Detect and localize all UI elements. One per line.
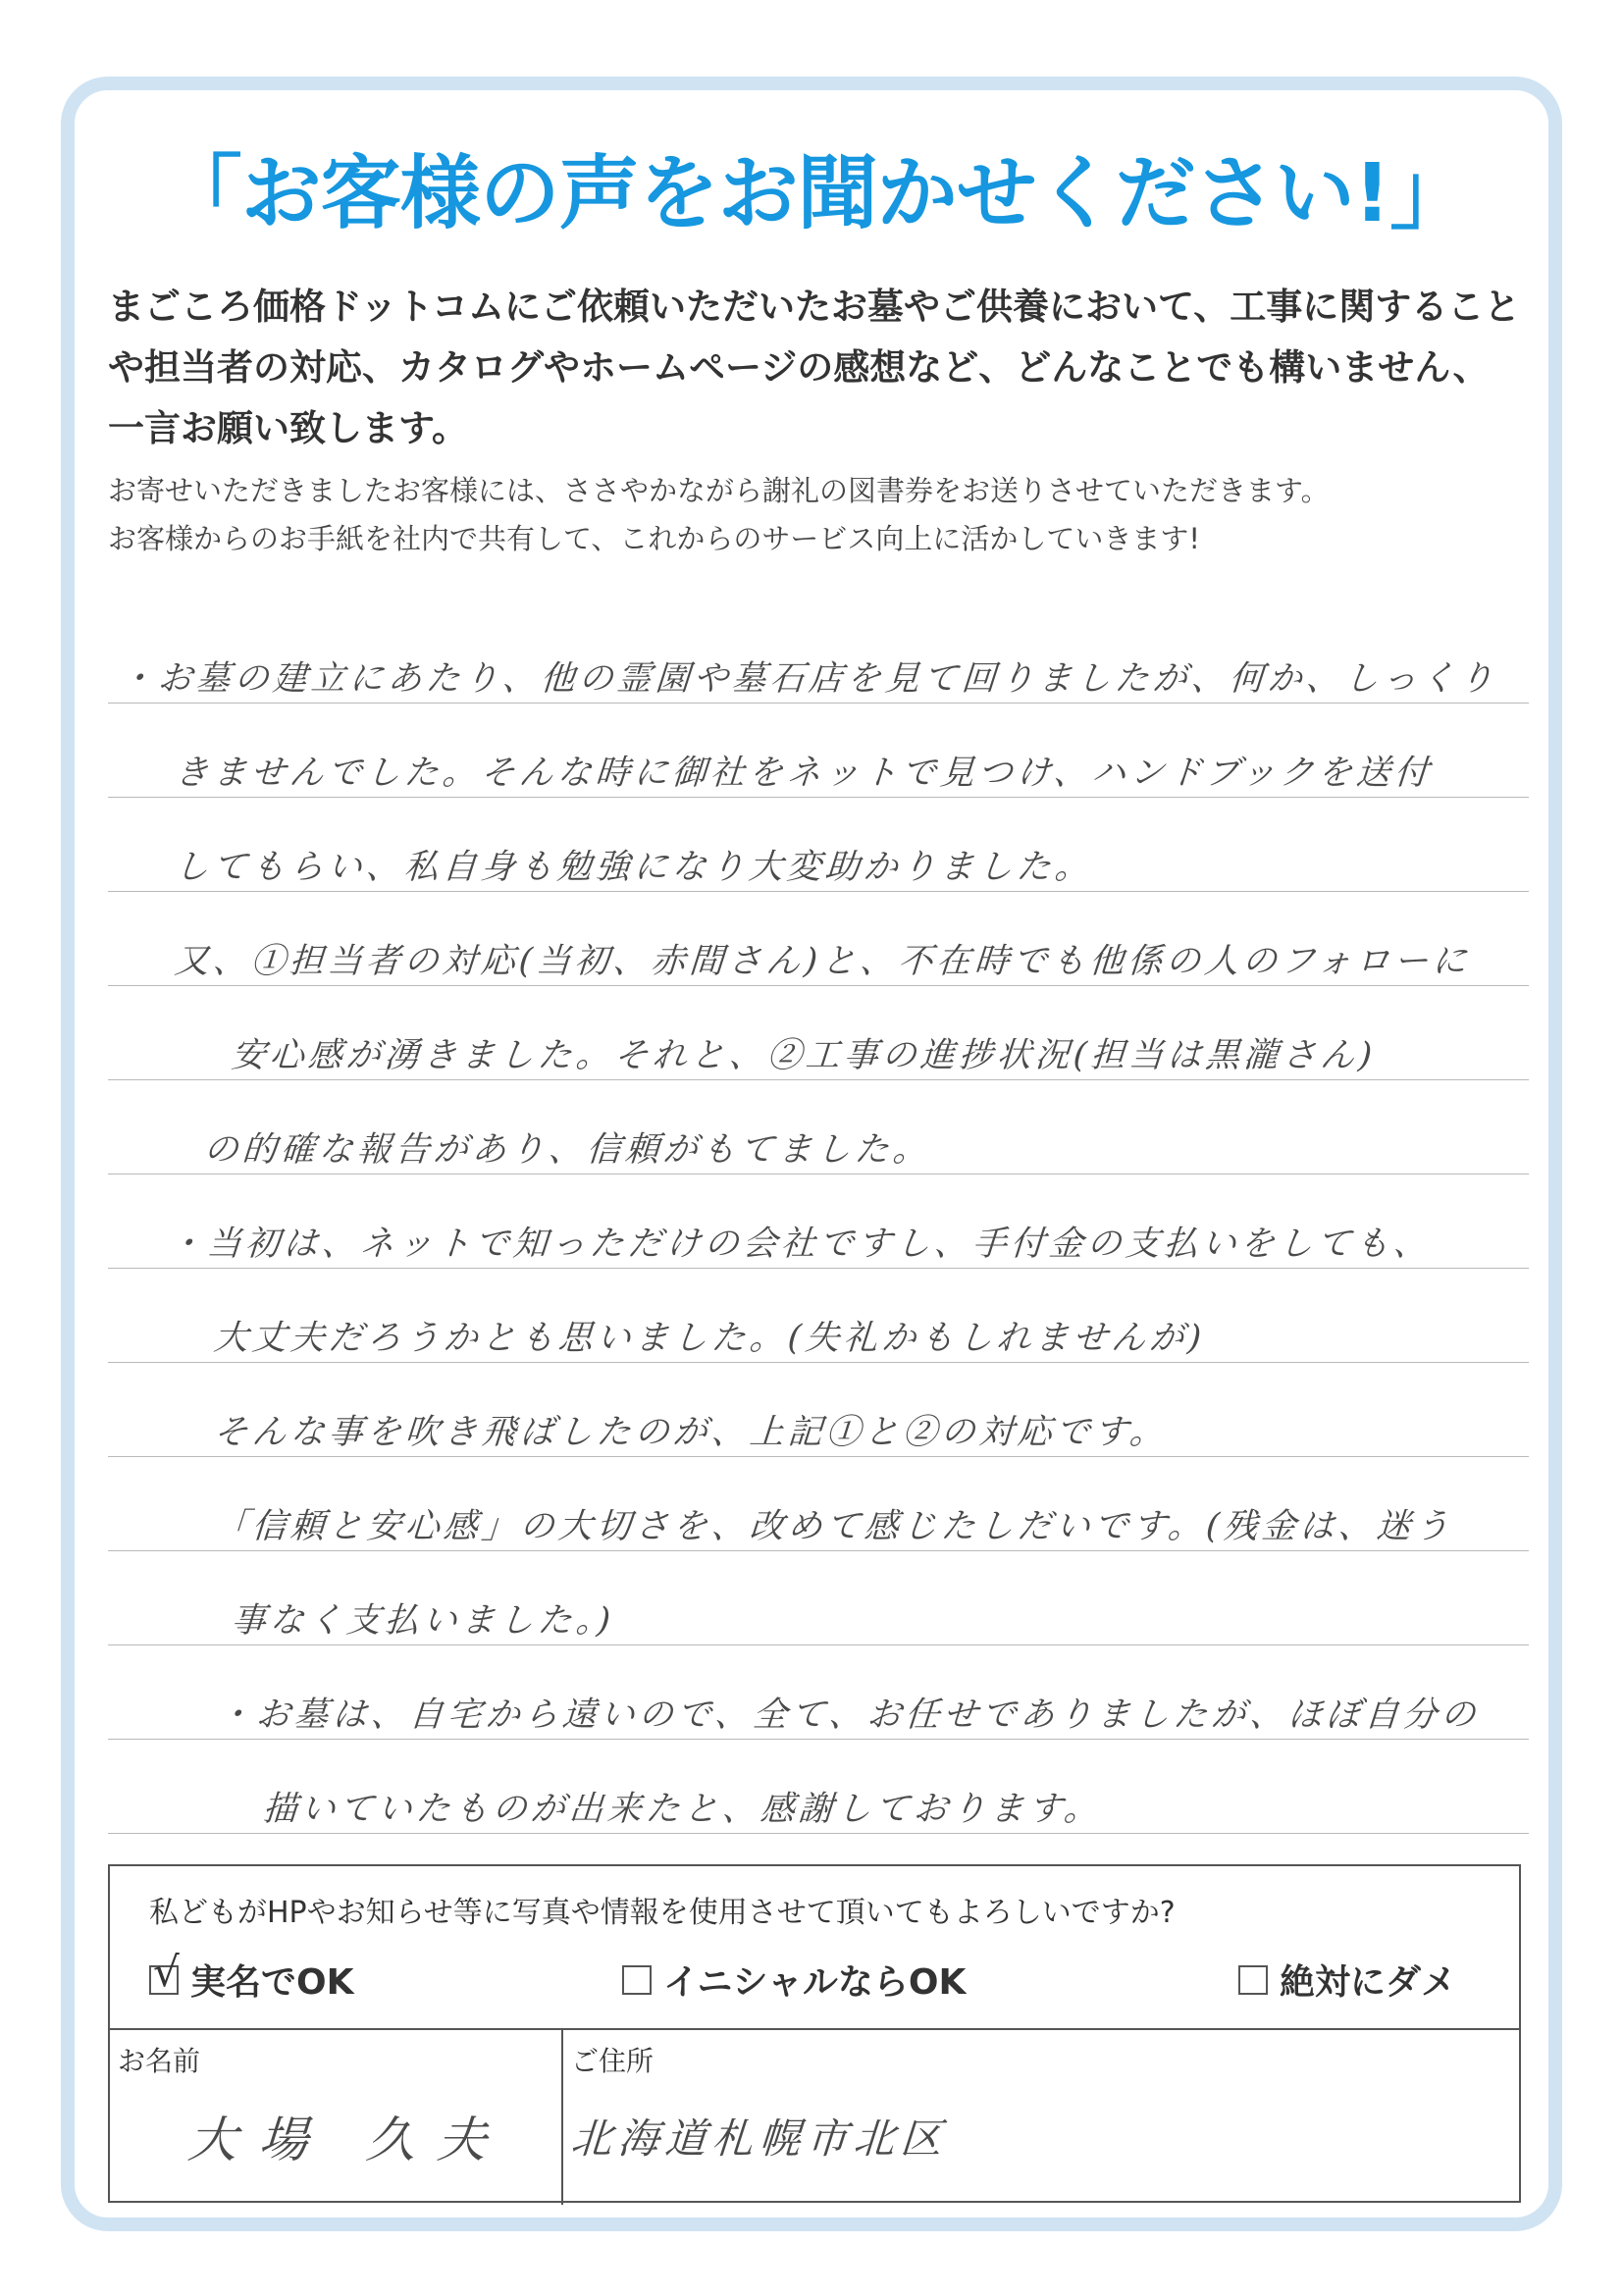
option-label: 絶対にダメ <box>1280 1962 1457 2003</box>
checkbox[interactable] <box>149 1947 180 1996</box>
handwritten-line: 大丈夫だろうかとも思いました。(失礼かもしれませんが) <box>212 1319 1207 1358</box>
handwritten-line: 事なく支払いました。) <box>230 1601 616 1641</box>
page-title: 「お客様の声をお聞かせください!」 <box>161 147 1470 240</box>
option-label: イニシャルならOK <box>663 1962 967 2003</box>
name-label: お名前 <box>118 2045 201 2077</box>
handwritten-line: してもらい、私自身も勉強になり大変助かりました。 <box>173 848 1095 887</box>
handwritten-line: そんな事を吹き飛ばしたのが、上記①と②の対応です。 <box>212 1413 1170 1452</box>
lead-text: まごころ価格ドットコムにご依頼いただいたお墓やご供養において、工事に関することや担当者の対応、カタログやホームページの感想など、どんなことでも構いません、一言お願い致します。 <box>108 286 1521 449</box>
sub-text-line-1: お寄せいただきましたお客様には、ささやかながら謝礼の図書券をお送りさせていただきます。 <box>108 474 1330 507</box>
checkbox[interactable] <box>1238 1965 1268 1995</box>
sub-text <box>108 467 1521 563</box>
check-mark-icon: √ <box>153 1947 180 1996</box>
consent-option-initials[interactable] <box>622 1955 966 2005</box>
handwritten-line: ・当初は、ネットで知っただけの会社ですし、手付金の支払いをしても、 <box>167 1225 1434 1264</box>
option-label: 実名でOK <box>190 1962 354 2003</box>
name-field[interactable]: 大場 久夫 <box>185 2112 510 2168</box>
handwritten-line: 安心感が湧きました。それと、②工事の進捗状況(担当は黒瀧さん) <box>230 1036 1378 1075</box>
handwritten-line: 「信頼と安心感」の大切さを、改めて感じたしだいです。(残金は、迷う <box>212 1507 1455 1546</box>
handwritten-line: 又、①担当者の対応(当初、赤間さん)と、不在時でも他係の人のフォローに <box>173 942 1472 981</box>
handwritten-line: きませんでした。そんな時に御社をネットで見つけ、ハンドブックを送付 <box>173 754 1435 793</box>
consent-option-never[interactable] <box>1238 1955 1456 2005</box>
contact-form-row <box>110 2028 1519 2205</box>
consent-question: 私どもがHPやお知らせ等に写真や情報を使用させて頂いてもよろしいですか? <box>149 1896 1176 1930</box>
handwritten-line: ・お墓の建立にあたり、他の霊園や墓石店を見て回りましたが、何か、しっくり <box>118 659 1499 699</box>
consent-section <box>108 1864 1521 2203</box>
handwritten-line: 描いていたものが出来たと、感謝しております。 <box>261 1790 1104 1829</box>
handwritten-line: ・お墓は、自宅から遠いので、全て、お任せでありましたが、ほぼ自分の <box>216 1696 1481 1735</box>
consent-option-real-name[interactable] <box>149 1947 354 2005</box>
address-field[interactable]: 北海道札幌市北区 <box>569 2114 950 2163</box>
sub-text-line-2: お客様からのお手紙を社内で共有して、これからのサービス向上に活かしていきます! <box>108 522 1201 555</box>
handwritten-line: の的確な報告があり、信頼がもてました。 <box>202 1130 933 1170</box>
checkbox[interactable] <box>622 1965 652 1995</box>
address-label: ご住所 <box>571 2045 654 2077</box>
field-divider <box>561 2030 563 2205</box>
